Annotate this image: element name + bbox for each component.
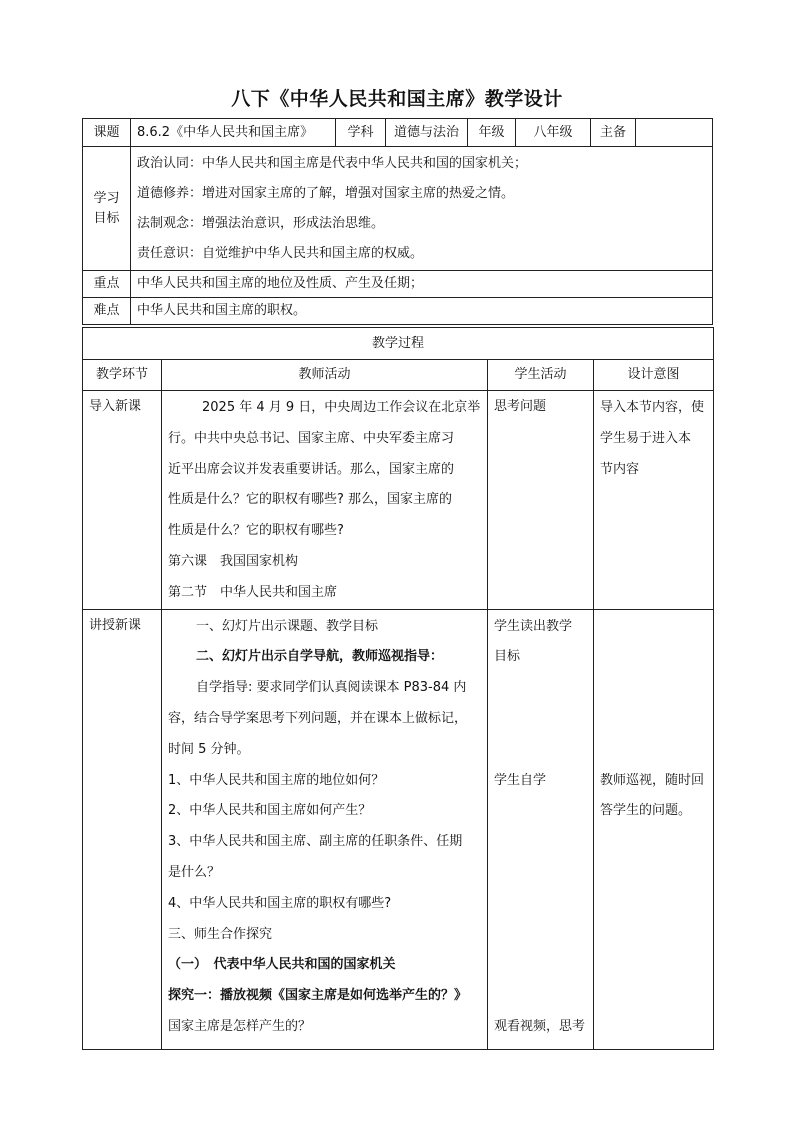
teacher-line: 2025 年 4 月 9 日，中央周边工作会议在北京举 bbox=[202, 400, 481, 415]
teacher-line: 近平出席会议并发表重要讲话。那么，国家主席的 bbox=[168, 461, 455, 477]
goals-list bbox=[131, 147, 713, 271]
teacher-line: 三、师生合作探究 bbox=[168, 926, 273, 942]
grade-value: 八年级 bbox=[516, 119, 591, 147]
student-activity-intro: 思考问题 bbox=[488, 391, 594, 610]
course-info-table bbox=[82, 118, 713, 325]
difficulty-label: 难点 bbox=[83, 298, 131, 325]
teacher-line: （一） 代表中华人民共和国的国家机关 bbox=[168, 957, 396, 973]
student-line bbox=[494, 704, 587, 735]
lead-value bbox=[636, 119, 713, 147]
teacher-line: 2、中华人民共和国主席如何产生？ bbox=[168, 803, 372, 819]
goal-item: 法制观念：增强法治意识，形成法治思维。 bbox=[137, 215, 385, 231]
teacher-activity-intro bbox=[162, 391, 488, 610]
intent-line bbox=[600, 642, 707, 673]
goals-label-line: 目标 bbox=[93, 210, 120, 226]
student-line bbox=[494, 673, 587, 704]
teaching-process-table bbox=[82, 327, 714, 1050]
teacher-line: 3、中华人民共和国主席、副主席的任职条件、任期 bbox=[168, 834, 463, 850]
intent-line: 导入本节内容，使 bbox=[600, 400, 705, 415]
teacher-line: 是什么？ bbox=[168, 864, 221, 880]
teacher-line: 容，结合导学案思考下列问题，并在课本上做标记， bbox=[168, 710, 468, 726]
student-line: 学生自学 bbox=[494, 772, 547, 788]
goals-label bbox=[83, 147, 131, 271]
subject-label: 学科 bbox=[336, 119, 386, 147]
teacher-line: 一、幻灯片出示课题、教学目标 bbox=[196, 618, 379, 634]
teacher-line: 国家主席是怎样产生的？ bbox=[168, 1018, 312, 1034]
design-intent-new-lesson bbox=[594, 609, 714, 1049]
column-header-teacher: 教师活动 bbox=[162, 360, 488, 391]
student-line bbox=[494, 889, 587, 920]
difficulty-value: 中华人民共和国主席的职权。 bbox=[131, 298, 713, 325]
stage-intro: 导入新课 bbox=[83, 391, 162, 610]
student-line: 目标 bbox=[494, 649, 521, 665]
teacher-line: 自学指导: 要求同学们认真阅读课本 P83-84 内 bbox=[196, 680, 467, 696]
intent-line: 节内容 bbox=[600, 461, 640, 477]
student-line bbox=[494, 920, 587, 951]
intent-line: 教师巡视，随时回 bbox=[600, 772, 705, 788]
student-line bbox=[494, 796, 587, 827]
teacher-line: 行。中共中央总书记、国家主席、中央军委主席习 bbox=[168, 430, 455, 446]
teacher-line: 时间 5 分钟。 bbox=[168, 741, 250, 757]
student-line: 观看视频，思考 bbox=[494, 1018, 586, 1034]
design-intent-intro bbox=[594, 391, 714, 610]
student-line bbox=[494, 858, 587, 889]
intent-line bbox=[600, 704, 707, 735]
student-line bbox=[494, 735, 587, 766]
teacher-line: 1、中华人民共和国主席的地位如何？ bbox=[168, 772, 385, 788]
student-line: 学生读出教学 bbox=[494, 618, 573, 634]
intent-line bbox=[600, 612, 707, 643]
teacher-line: 性质是什么？它的职权有哪些? 那么，国家主席的 bbox=[168, 492, 453, 508]
student-line bbox=[494, 950, 587, 981]
goals-label-line: 学习 bbox=[93, 190, 120, 206]
subject-value: 道德与法治 bbox=[386, 119, 468, 147]
goal-item: 责任意识：自觉维护中华人民共和国主席的权威。 bbox=[137, 245, 424, 261]
teacher-line: 第六课 我国国家机构 bbox=[168, 553, 299, 569]
document-title: 八下《中华人民共和国主席》教学设计 bbox=[231, 88, 563, 110]
intent-line bbox=[600, 673, 707, 704]
teacher-line: 4、中华人民共和国主席的职权有哪些? bbox=[168, 895, 392, 911]
intent-line bbox=[600, 735, 707, 766]
topic-label: 课题 bbox=[83, 119, 131, 147]
teacher-activity-new-lesson bbox=[162, 609, 488, 1049]
teacher-line: 第二节 中华人民共和国主席 bbox=[168, 584, 338, 600]
column-header-stage: 教学环节 bbox=[83, 360, 162, 391]
topic-value: 8.6.2《中华人民共和国主席》 bbox=[131, 119, 336, 147]
key-point-value: 中华人民共和国主席的地位及性质、产生及任期； bbox=[131, 271, 713, 298]
intent-line: 学生易于进入本 bbox=[600, 430, 692, 446]
goal-item: 道德修养：增进对国家主席的了解，增强对国家主席的热爱之情。 bbox=[137, 185, 515, 201]
goal-item: 政治认同：中华人民共和国主席是代表中华人民共和国的国家机关； bbox=[137, 155, 528, 171]
grade-label: 年级 bbox=[468, 119, 516, 147]
teacher-line: 二、幻灯片出示自学导航，教师巡视指导： bbox=[196, 649, 444, 665]
intent-line: 答学生的问题。 bbox=[600, 803, 692, 819]
teacher-line: 探究一：播放视频《国家主席是如何选举产生的？》 bbox=[168, 988, 468, 1004]
student-line bbox=[494, 981, 587, 1012]
stage-new-lesson: 讲授新课 bbox=[83, 609, 162, 1049]
student-activity-new-lesson bbox=[488, 609, 594, 1049]
key-point-label: 重点 bbox=[83, 271, 131, 298]
column-header-student: 学生活动 bbox=[488, 360, 594, 391]
teacher-line: 性质是什么？它的职权有哪些? bbox=[168, 523, 344, 539]
student-line bbox=[494, 827, 587, 858]
column-header-intent: 设计意图 bbox=[594, 360, 714, 391]
lead-label: 主备 bbox=[591, 119, 636, 147]
process-header: 教学过程 bbox=[83, 328, 714, 360]
